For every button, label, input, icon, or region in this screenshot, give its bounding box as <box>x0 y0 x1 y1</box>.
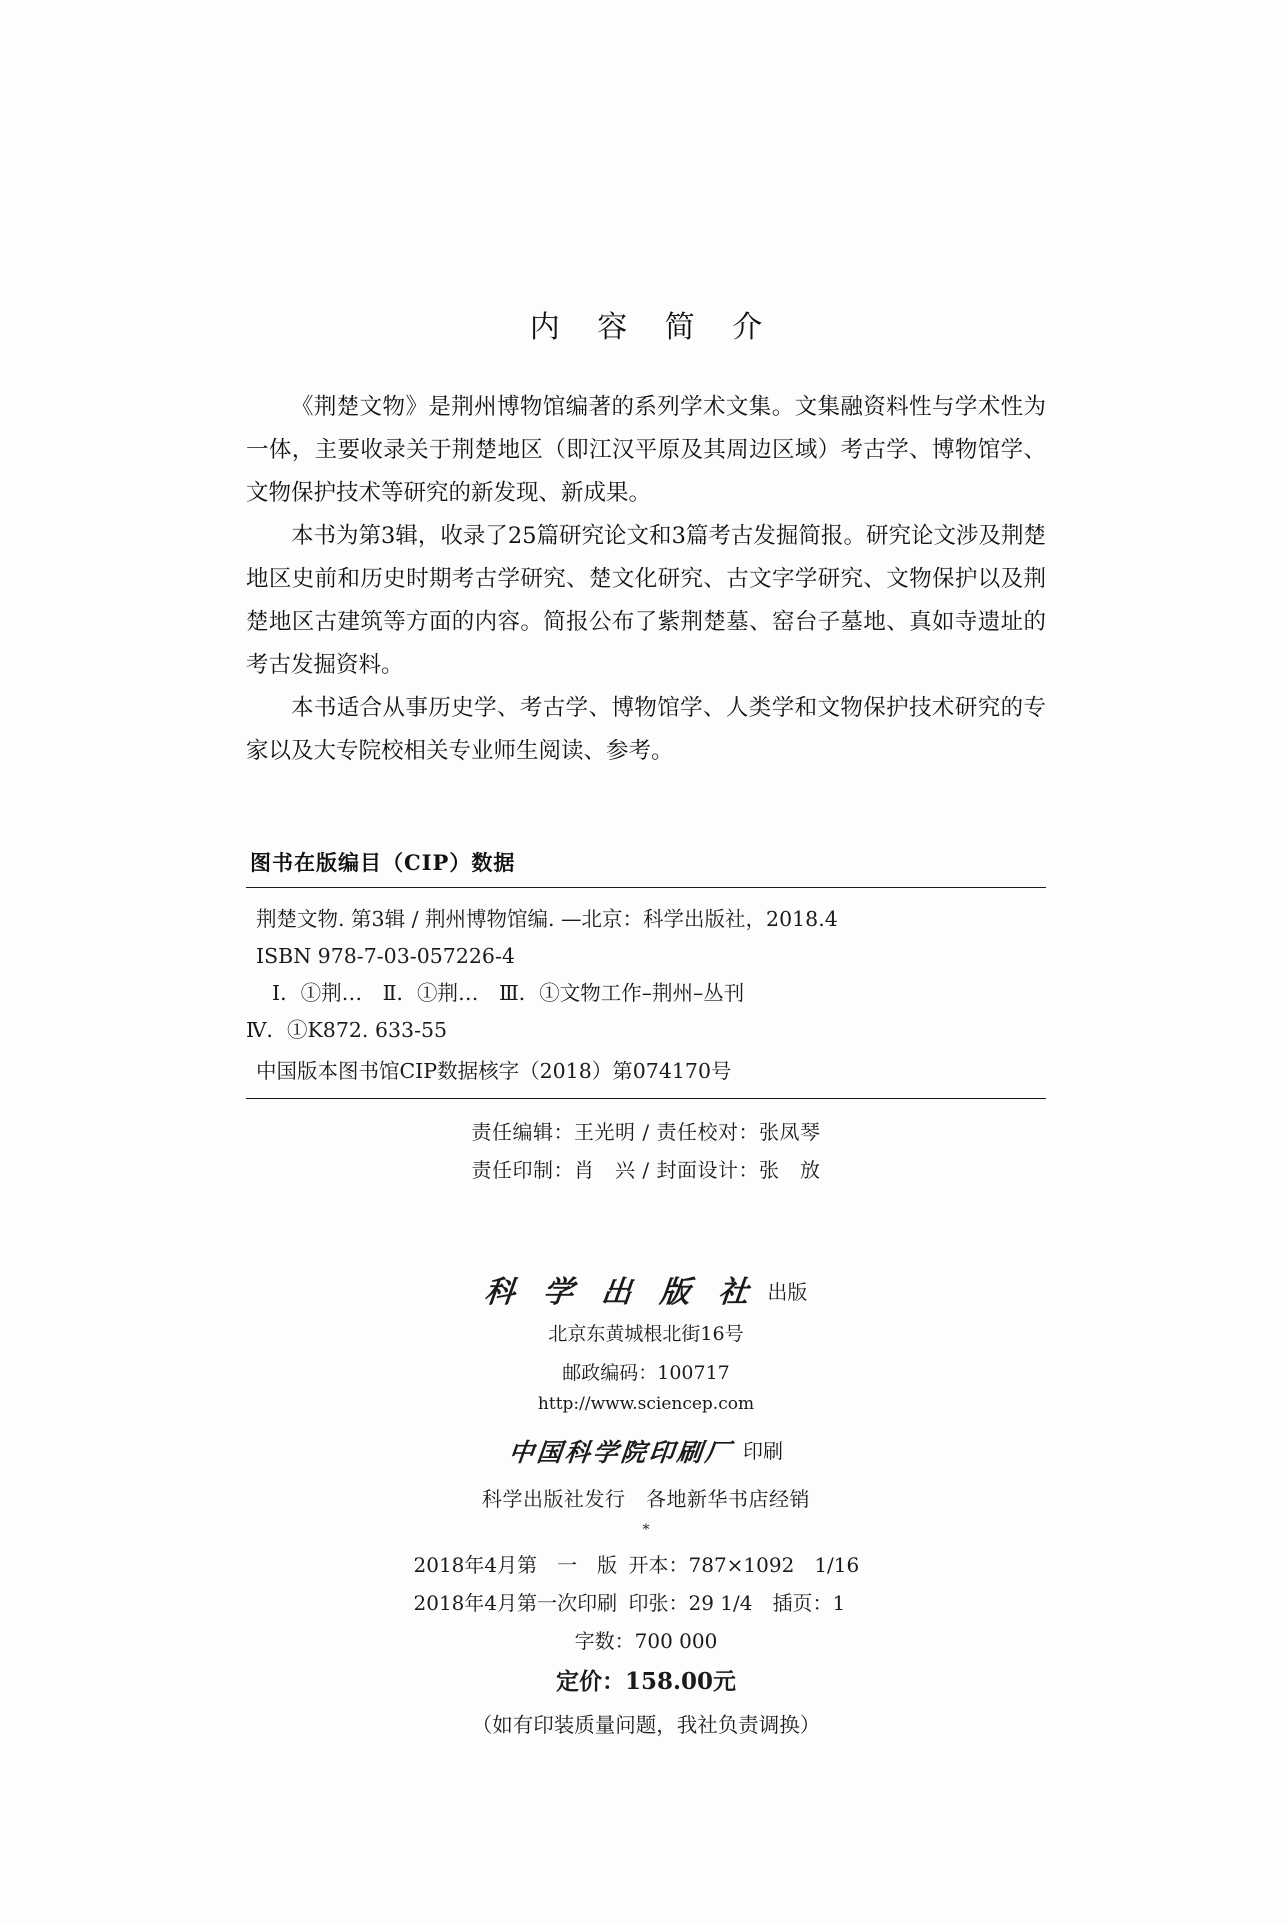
cip-line-isbn: ISBN 978-7-03-057226-4 <box>256 944 515 968</box>
cip-line-title: 荆楚文物. 第3辑 / 荆州博物馆编. —北京：科学出版社，2018.4 <box>256 907 838 931</box>
imprint-specs <box>246 1546 1046 1746</box>
separator-asterisk: * <box>642 1522 650 1538</box>
cip-line-registry: 中国版本图书馆CIP数据核字（2018）第074170号 <box>256 1059 732 1083</box>
page-title: 内 容 简 介 <box>529 310 777 345</box>
publisher-website: http://www.sciencep.com <box>537 1394 755 1414</box>
staff-printing-line: 责任印制：肖 兴 / 封面设计：张 放 <box>471 1158 821 1182</box>
staff-block <box>246 1099 1046 1189</box>
cip-line-call-number: Ⅳ．①K872. 633-55 <box>246 1018 448 1042</box>
distribution-line: 科学出版社发行 各地新华书店经销 <box>482 1487 810 1511</box>
sheets-label: 印张：29 1/4 插页：1 <box>628 1591 846 1615</box>
publisher-postcode: 邮政编码：100717 <box>562 1362 730 1384</box>
price-row <box>246 1660 1046 1704</box>
printer-name-suffix: 印刷 <box>743 1439 783 1463</box>
word-count-label: 字数：700 000 <box>574 1629 718 1653</box>
cip-line-classification: Ⅰ．①荆… Ⅱ．①荆… Ⅲ．①文物工作–荆州–丛刊 <box>272 981 745 1005</box>
print-label: 2018年4月第一次印刷 <box>413 1591 618 1615</box>
format-label: 开本：787×1092 1/16 <box>628 1553 860 1577</box>
abstract-paragraph-3: 本书适合从事历史学、考古学、博物馆学、人类学和文物保护技术研究的专家以及大专院校相关专业师生阅读、参考。 <box>246 695 1046 764</box>
edition-label: 2018年4月第 一 版 <box>413 1553 618 1577</box>
quality-note: （如有印装质量问题，我社负责调换） <box>471 1713 821 1737</box>
abstract-paragraph-1: 《荆楚文物》是荆州博物馆编著的系列学术文集。文集融资料性与学术性为一体，主要收录关于荆楚地区（即江汉平原及其周边区域）考古学、博物馆学、文物保护技术等研究的新发现、新成果。 <box>246 394 1046 506</box>
publisher-block <box>246 1267 1046 1538</box>
cip-heading: 图书在版编目（CIP）数据 <box>250 850 516 875</box>
publisher-name: 科 学 出 版 社 <box>482 1275 759 1310</box>
publisher-name-suffix: 出版 <box>767 1280 808 1304</box>
cip-body <box>246 888 1046 1098</box>
spec-row-edition <box>246 1546 1046 1584</box>
printer-name: 中国科学院印刷厂 <box>507 1438 735 1467</box>
cip-block <box>246 847 1046 1189</box>
content-column <box>246 0 1046 1746</box>
price-label: 定价： <box>555 1668 625 1695</box>
staff-editor-line: 责任编辑：王光明 / 责任校对：张凤琴 <box>471 1120 821 1144</box>
price-value: 158.00元 <box>624 1668 737 1695</box>
publisher-name-row <box>246 1267 1046 1311</box>
publisher-address: 北京东黄城根北街16号 <box>548 1323 744 1345</box>
abstract-block <box>246 386 1046 773</box>
printer-row <box>246 1419 1046 1469</box>
spec-row-printing <box>246 1584 1046 1622</box>
abstract-paragraph-2: 本书为第3辑，收录了25篇研究论文和3篇考古发掘简报。研究论文涉及荆楚地区史前和历史时期考古学研究、楚文化研究、古文字学研究、文物保护以及荆楚地区古建筑等方面的内容。简报公布了紫荆楚墓、窑台子墓地、真如寺遗址的考古发掘资料。 <box>246 523 1046 678</box>
